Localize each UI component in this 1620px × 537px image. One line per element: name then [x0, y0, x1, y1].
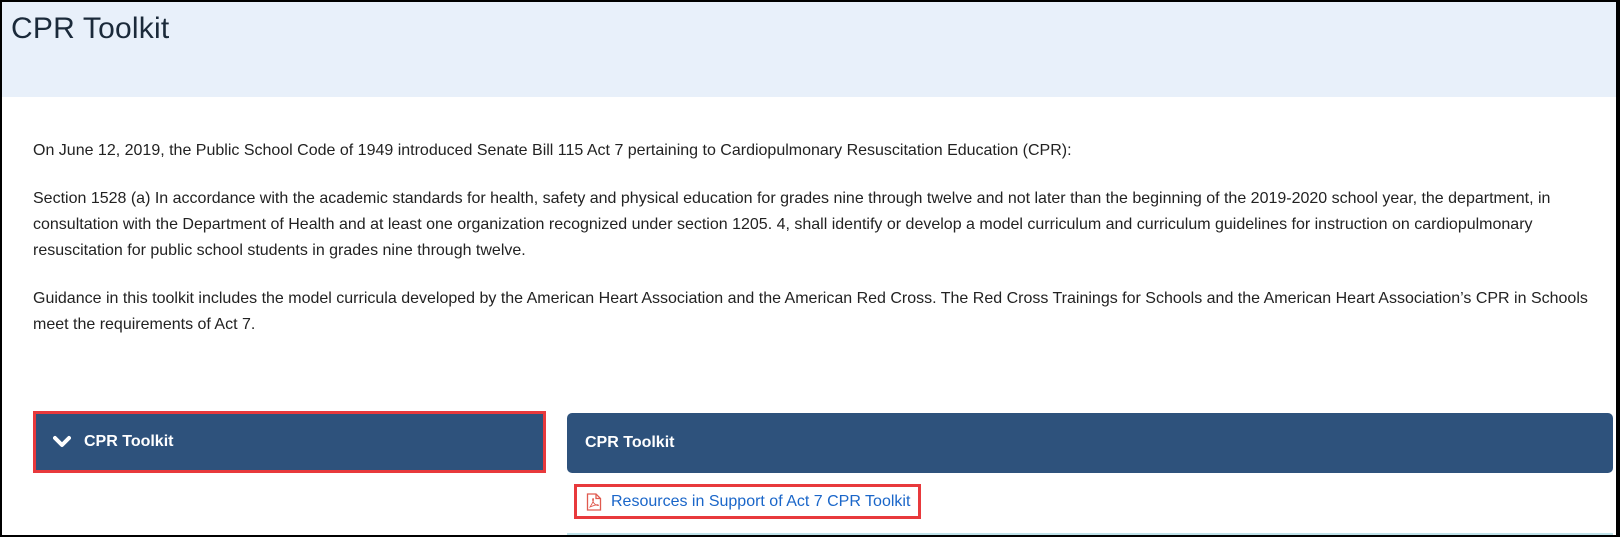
section-paragraph: Section 1528 (a) In accordance with the academic standards for health, safety and physical education for grades nine through twelve and not later than the beginning of the 2019-2020 school year, the department, in consultation with the Department of Health and at least one organization recognized under section 1205. 4, shall identify or develop a model curriculum and curriculum guidelines for instruction on cardiopulmonary resuscitation for public school students in grades nine through twelve. [33, 190, 1551, 259]
resources-link-label: Resources in Support of Act 7 CPR Toolkit [611, 492, 911, 510]
title-banner [2, 2, 1616, 97]
page-title: CPR Toolkit [11, 12, 170, 45]
chevron-down-icon [52, 432, 72, 452]
resources-act7-pdf-link[interactable] [574, 484, 921, 519]
intro-content [33, 138, 1603, 360]
guidance-paragraph: Guidance in this toolkit includes the model curricula developed by the American Heart Association and the American Red Cross. The Red Cross Trainings for Schools and the American Heart Association’s CPR in Schools meet the requirements of Act 7. [33, 290, 1588, 333]
accordion-toggle-label: CPR Toolkit [84, 433, 174, 450]
panel-divider [567, 533, 1613, 535]
accordion-panel-header [567, 413, 1613, 473]
pdf-file-icon [586, 493, 602, 511]
accordion-panel-title: CPR Toolkit [585, 434, 675, 451]
page-frame [2, 2, 1616, 535]
accordion-toggle-cpr-toolkit[interactable] [33, 411, 546, 473]
intro-paragraph: On June 12, 2019, the Public School Code of 1949 introduced Senate Bill 115 Act 7 pertaining to Cardiopulmonary Resuscitation Education (CPR): [33, 142, 1072, 159]
